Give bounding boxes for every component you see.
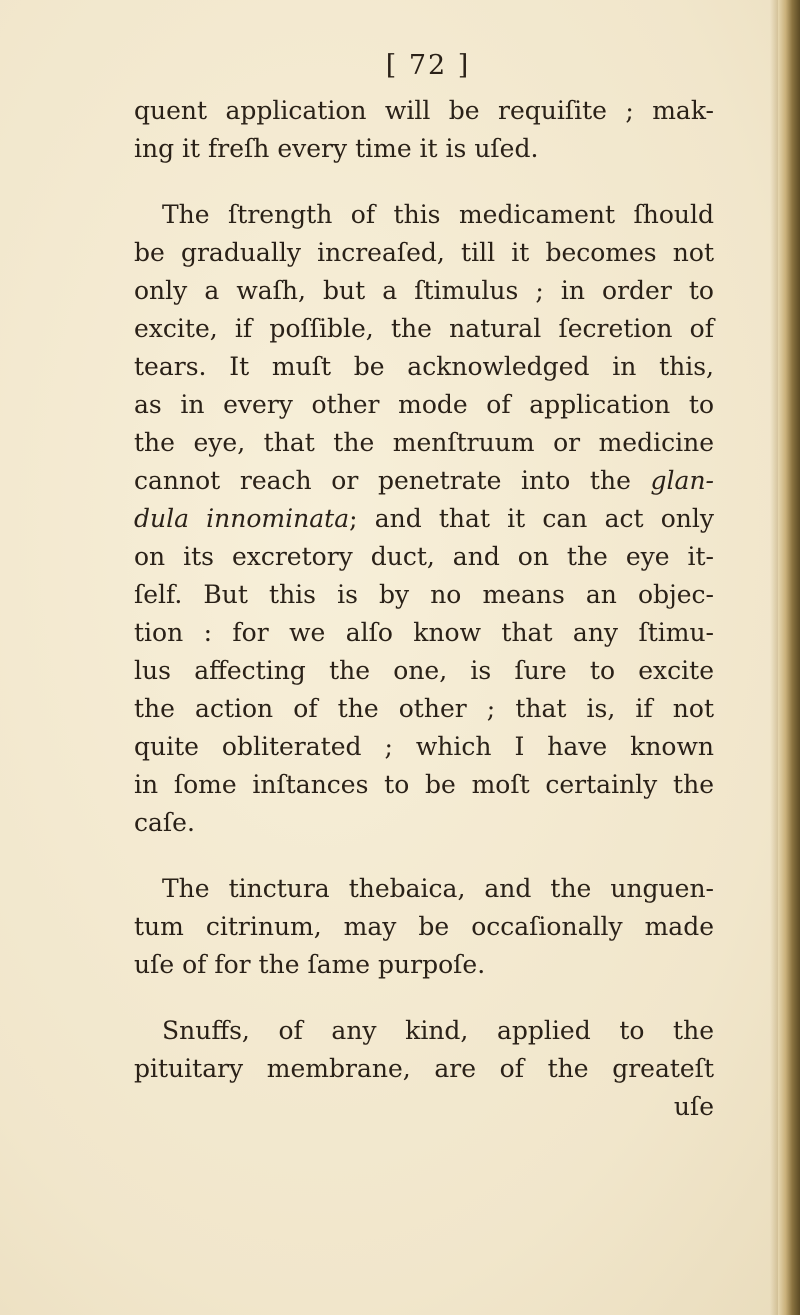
text-line: uſe of for the ſame purpoſe. <box>134 950 486 979</box>
text-line: quent application will be requiſite ; mak- <box>134 96 714 125</box>
text-run: cannot reach or penetrate into the <box>134 466 631 495</box>
text-line: pituitary membrane, are of the greateſt <box>134 1054 714 1083</box>
text-line: quite obliterated ; which I have known <box>134 732 714 761</box>
page-shadow <box>770 0 778 1315</box>
paragraph-3 <box>134 870 714 984</box>
text-line: tears. It muſt be acknowledged in this, <box>134 352 714 381</box>
paragraph-2 <box>134 196 714 842</box>
text-line <box>134 462 714 500</box>
italic-term: dula innominata <box>134 504 350 533</box>
text-line: be gradually increaſed, till it becomes not <box>134 238 714 267</box>
paragraph-4 <box>134 1012 714 1088</box>
text-line: The ſtrength of this medicament ſhould <box>162 200 714 229</box>
text-run: ; and that it can act only <box>349 504 714 533</box>
text-line: in ſome inſtances to be moſt certainly the <box>134 770 714 799</box>
text-line: the action of the other ; that is, if not <box>134 694 714 723</box>
text-line: only a waſh, but a ſtimulus ; in order to <box>134 276 714 305</box>
text-line: lus affecting the one, is ſure to excite <box>134 656 714 685</box>
text-line: Snuffs, of any kind, applied to the <box>162 1016 714 1045</box>
italic-term: glan- <box>650 466 714 495</box>
text-line: as in every other mode of application to <box>134 390 714 419</box>
text-line: ing it freſh every time it is uſed. <box>134 134 539 163</box>
text-line: The tinctura thebaica, and the unguen- <box>162 874 714 903</box>
text-line: tum citrinum, may be occaſionally made <box>134 912 714 941</box>
text-line: on its excretory duct, and on the eye it- <box>134 542 714 571</box>
catchword: uſe <box>673 1092 714 1121</box>
page-number-header: [ 72 ] <box>385 50 471 81</box>
page-text-block <box>134 40 714 1126</box>
paragraph-1 <box>134 92 714 168</box>
text-line: excite, if poſſible, the natural ſecretion of <box>134 314 714 343</box>
book-binding-edge <box>778 0 800 1315</box>
text-line: the eye, that the menſtruum or medicine <box>134 428 714 457</box>
text-line <box>134 500 714 538</box>
text-line: ſelf. But this is by no means an objec- <box>134 580 714 609</box>
text-line: caſe. <box>134 808 195 837</box>
text-line: tion : for we alſo know that any ſtimu- <box>134 618 714 647</box>
